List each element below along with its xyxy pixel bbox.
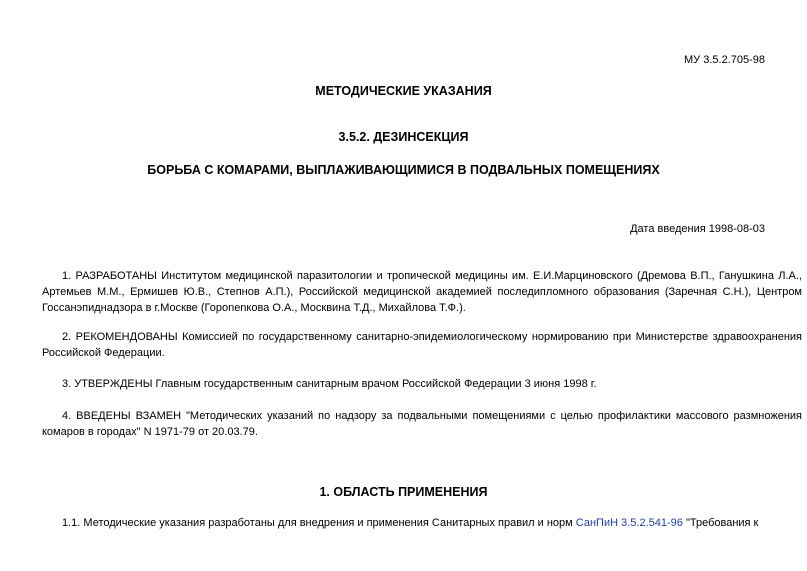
paragraph-text: "Требования к	[682, 517, 759, 529]
paragraph-text: 1.1. Методические указания разработаны для внедрения и применения Санитарных правил и норм	[62, 517, 576, 529]
paragraph-text: "Методических указаний по надзору за подвальными помещениями с целью профилактики массового размножения комаров в городах" N 1971-79 от 20.03.79.	[42, 410, 802, 438]
paragraph-lead: 4. ВВЕДЕНЫ ВЗАМЕН	[62, 410, 182, 422]
paragraph-developed-by	[42, 268, 802, 316]
title-subject: БОРЬБА С КОМАРАМИ, ВЫПЛАЖИВАЮЩИМИСЯ В ПОДВАЛЬНЫХ ПОМЕЩЕНИЯХ	[147, 163, 660, 177]
paragraph-text: Главным государственным санитарным врачом Российской Федерации 3 июня 1998 г.	[152, 378, 597, 390]
paragraph-approved-by	[42, 376, 802, 392]
paragraph-lead: 2. РЕКОМЕНДОВАНЫ	[62, 331, 178, 343]
title-section: 3.5.2. ДЕЗИНСЕКЦИЯ	[338, 130, 469, 144]
paragraph-lead: 1. РАЗРАБОТАНЫ	[62, 270, 157, 282]
paragraph-lead: 3. УТВЕРЖДЕНЫ	[62, 378, 153, 390]
paragraph-text: Комиссией по государственному санитарно-эпидемиологическому нормированию при Министерстве здравоохранения Российской Федерации.	[42, 331, 802, 359]
section-heading-scope: 1. ОБЛАСТЬ ПРИМЕНЕНИЯ	[319, 485, 488, 499]
title-main: МЕТОДИЧЕСКИЕ УКАЗАНИЯ	[315, 84, 492, 98]
document-code: МУ 3.5.2.705-98	[684, 54, 765, 66]
paragraph-replaces	[42, 408, 802, 440]
effective-date: Дата введения 1998-08-03	[630, 223, 765, 235]
sanpin-link[interactable]: СанПиН 3.5.2.541-96	[575, 517, 683, 529]
paragraph-text: Институтом медицинской паразитологии и тропической медицины им. Е.И.Марциновского (Дремова В.П., Ганушкина Л.А., Артемьев М.М., Ермишев Ю.В., Степнов А.П.), Российской медицинской академией последипломного образования (Заречная С.Н.), Центром Госсанэпиднадзора в г.Москве (Горonenкова О.А., Москвина Т.Д., Михайлова Т.Ф.).	[42, 270, 802, 314]
paragraph-scope-1-1	[42, 515, 802, 531]
paragraph-recommended-by	[42, 329, 802, 361]
